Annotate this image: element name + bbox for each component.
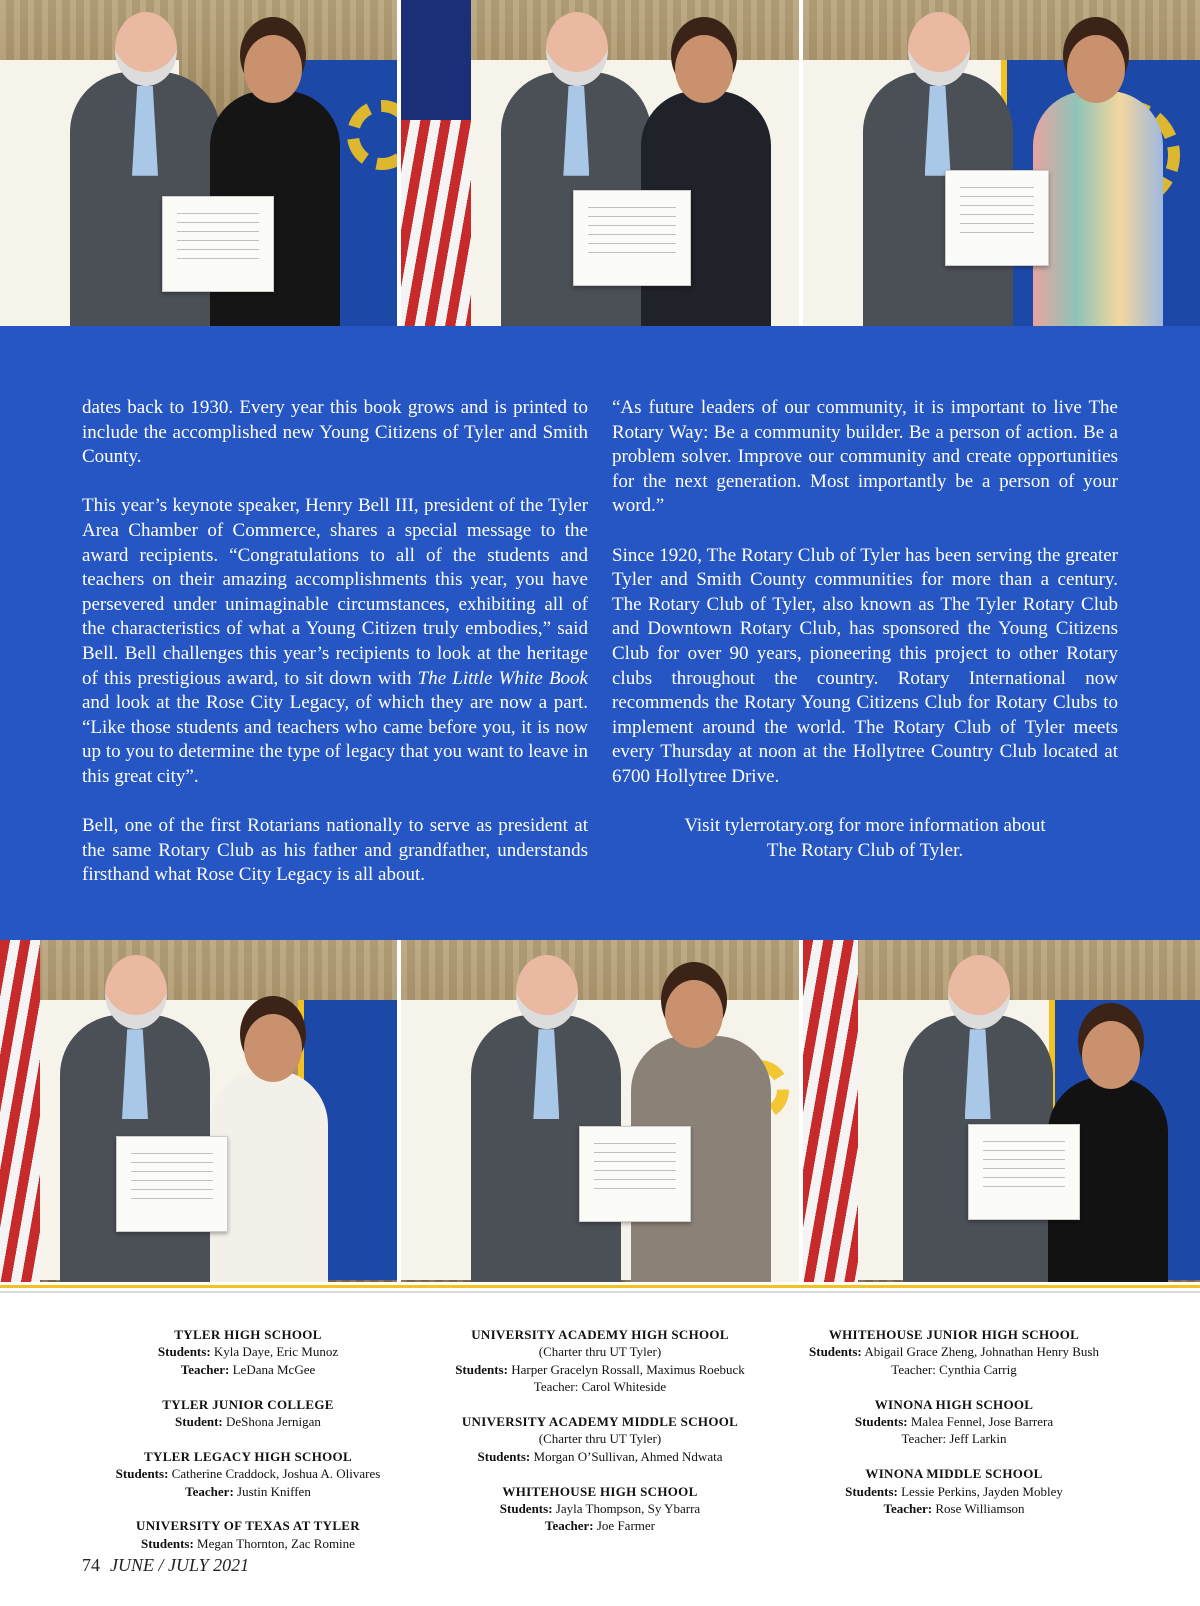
teacher-line: Teacher: Cynthia Carrig bbox=[891, 1361, 1017, 1377]
us-flag-canton-icon bbox=[401, 0, 471, 120]
school-entry bbox=[784, 1465, 1124, 1517]
role-label: Students: bbox=[455, 1361, 508, 1377]
rotary-wheel-icon bbox=[347, 100, 397, 170]
student-line bbox=[784, 1413, 1124, 1430]
student-line bbox=[430, 1361, 770, 1378]
article-left-column bbox=[82, 396, 588, 912]
article-right-column bbox=[612, 396, 1118, 888]
certificate-icon bbox=[573, 190, 691, 286]
book-title: The Little White Book bbox=[417, 667, 588, 689]
role-label: Students: bbox=[854, 1414, 908, 1430]
teacher-line bbox=[78, 1483, 418, 1500]
school-entry bbox=[78, 1396, 418, 1431]
page-footer bbox=[82, 1555, 249, 1576]
school-column-2 bbox=[430, 1326, 770, 1552]
role-label: Students: bbox=[477, 1448, 531, 1464]
certificate-icon bbox=[968, 1124, 1080, 1220]
school-entry bbox=[430, 1326, 770, 1396]
school-name: WINONA MIDDLE SCHOOL bbox=[865, 1466, 1043, 1482]
student-names: Lessie Perkins, Jayden Mobley bbox=[901, 1483, 1063, 1499]
school-column-3 bbox=[784, 1326, 1124, 1535]
school-name: TYLER JUNIOR COLLEGE bbox=[162, 1396, 334, 1412]
article-paragraph bbox=[82, 494, 588, 789]
student-names: Jayla Thompson, Sy Ybarra bbox=[555, 1501, 701, 1517]
role-label: Teacher: bbox=[180, 1361, 230, 1377]
role-label: Student: bbox=[175, 1414, 223, 1430]
bottom-photo-row bbox=[0, 940, 1200, 1282]
school-name: WHITEHOUSE HIGH SCHOOL bbox=[502, 1483, 698, 1499]
student-line bbox=[78, 1465, 418, 1482]
student-line bbox=[430, 1500, 770, 1517]
recipient-figure bbox=[1033, 91, 1163, 326]
school-name: WINONA HIGH SCHOOL bbox=[874, 1396, 1034, 1412]
school-entry bbox=[78, 1517, 418, 1552]
gold-divider bbox=[0, 1285, 1200, 1288]
school-name: TYLER HIGH SCHOOL bbox=[174, 1327, 322, 1342]
award-photo-2 bbox=[401, 0, 798, 326]
issue-date: JUNE / JULY 2021 bbox=[110, 1555, 250, 1575]
article-paragraph: Since 1920, The Rotary Club of Tyler has been serving the greater Tyler and Smith County communities for more than a century. The Rotary Club of Tyler, also known as The Tyler Rotary Club and Downtown Rotary Club, has sponsored the Young Citizens Club for over 90 years, pioneering this project to other Rotary clubs throughout the country. Rotary International now recommends the Rotary Young Citizens Club for Rotary Clubs to implement around the world. The Rotary Club of Tyler meets every Thursday at noon at the Hollytree Country Club located at 6700 Hollytree Drive. bbox=[612, 544, 1118, 787]
school-subtitle: (Charter thru UT Tyler) bbox=[538, 1344, 662, 1360]
student-names: Abigail Grace Zheng, Johnathan Henry Bush bbox=[864, 1344, 1099, 1360]
article-paragraph: “As future leaders of our community, it is important to live The Rotary Way: Be a community builder. Be a person of action. Be a problem solver. Improve our community and create opportunities for the next generation. Most importantly be a person of your word.” bbox=[612, 397, 1118, 517]
student-line bbox=[784, 1343, 1124, 1360]
role-label: Teacher: bbox=[545, 1518, 594, 1534]
school-column-1 bbox=[78, 1326, 418, 1570]
teacher-names: Rose Williamson bbox=[935, 1501, 1025, 1517]
role-label: Teacher: bbox=[883, 1501, 933, 1517]
article-panel bbox=[0, 326, 1200, 940]
paragraph-text: and look at the Rose City Legacy, of which they are now a part. “Like those students and teachers who came before you, it is now up to you to determine the type of legacy that you want to leave in this great city”. bbox=[82, 692, 588, 787]
student-line bbox=[78, 1535, 418, 1552]
paragraph-text: This year’s keynote speaker, Henry Bell III, president of the Tyler Area Chamber of Commerce, shares a special message to the award recipients. “Congratulations to all of the students and teachers on their amazing accomplishments this year, you have persevered under unimaginable circumstances, exhibiting all of the characteristics of what a Young Citizen truly embodies,” said Bell. Bell challenges this year’s recipients to look at the heritage of this prestigious award, to sit down with bbox=[82, 495, 588, 689]
award-photo-5 bbox=[401, 940, 798, 1282]
student-names: DeShona Jernigan bbox=[225, 1414, 321, 1430]
role-label: Students: bbox=[115, 1466, 169, 1482]
role-label: Students: bbox=[141, 1535, 194, 1551]
role-label: Students: bbox=[157, 1344, 211, 1360]
school-entry bbox=[78, 1448, 418, 1500]
school-name: UNIVERSITY OF TEXAS AT TYLER bbox=[136, 1518, 360, 1534]
student-names: Morgan O’Sullivan, Ahmed Ndwata bbox=[533, 1448, 723, 1464]
visit-line: The Rotary Club of Tyler. bbox=[766, 839, 964, 861]
article-paragraph: Bell, one of the first Rotarians nationally to serve as president at the same Rotary Club as his father and grandfather, understands firsthand what Rose City Legacy is all about. bbox=[82, 815, 588, 886]
teacher-line: Teacher: Jeff Larkin bbox=[901, 1431, 1007, 1447]
role-label: Students: bbox=[845, 1483, 898, 1499]
teacher-names: LeDana McGee bbox=[232, 1361, 316, 1377]
teacher-line: Teacher: Carol Whiteside bbox=[533, 1379, 667, 1395]
gray-divider bbox=[0, 1291, 1200, 1293]
school-entry bbox=[430, 1413, 770, 1465]
visit-line: Visit tylerrotary.org for more information about bbox=[684, 815, 1046, 837]
student-line bbox=[430, 1448, 770, 1465]
certificate-icon bbox=[162, 196, 274, 292]
award-photo-4 bbox=[0, 940, 397, 1282]
student-line bbox=[78, 1343, 418, 1360]
school-name: WHITEHOUSE JUNIOR HIGH SCHOOL bbox=[828, 1327, 1080, 1342]
school-name: TYLER LEGACY HIGH SCHOOL bbox=[144, 1448, 352, 1464]
certificate-icon bbox=[116, 1136, 228, 1232]
top-photo-row bbox=[0, 0, 1200, 326]
visit-website-note bbox=[612, 814, 1118, 863]
student-names: Malea Fennel, Jose Barrera bbox=[910, 1414, 1054, 1430]
article-paragraph: dates back to 1930. Every year this book grows and is printed to include the accomplished new Young Citizens of Tyler and Smith County. bbox=[82, 397, 588, 468]
page-number: 74 bbox=[82, 1555, 100, 1575]
us-flag-icon bbox=[0, 940, 40, 1282]
teacher-line bbox=[78, 1361, 418, 1378]
school-entry bbox=[784, 1396, 1124, 1448]
role-label: Students: bbox=[809, 1344, 862, 1360]
role-label: Teacher: bbox=[185, 1483, 234, 1499]
certificate-icon bbox=[579, 1126, 691, 1222]
school-name: UNIVERSITY ACADEMY MIDDLE SCHOOL bbox=[461, 1414, 739, 1430]
school-entry bbox=[430, 1483, 770, 1535]
school-subtitle: (Charter thru UT Tyler) bbox=[538, 1431, 662, 1447]
student-names: Kyla Daye, Eric Munoz bbox=[213, 1344, 339, 1360]
student-names: Megan Thornton, Zac Romine bbox=[197, 1535, 355, 1551]
school-entry bbox=[78, 1326, 418, 1378]
school-entry bbox=[784, 1326, 1124, 1378]
teacher-names: Justin Kniffen bbox=[237, 1483, 311, 1499]
school-name: UNIVERSITY ACADEMY HIGH SCHOOL bbox=[471, 1327, 729, 1342]
teacher-line bbox=[430, 1517, 770, 1534]
teacher-line bbox=[784, 1500, 1124, 1517]
certificate-icon bbox=[945, 170, 1049, 266]
award-photo-1 bbox=[0, 0, 397, 326]
teacher-names: Joe Farmer bbox=[596, 1518, 655, 1534]
student-names: Catherine Craddock, Joshua A. Olivares bbox=[171, 1466, 381, 1482]
award-photo-3 bbox=[803, 0, 1200, 326]
student-names: Harper Gracelyn Rossall, Maximus Roebuck bbox=[511, 1361, 745, 1377]
student-line bbox=[78, 1413, 418, 1430]
role-label: Students: bbox=[499, 1501, 553, 1517]
award-photo-6 bbox=[803, 940, 1200, 1282]
us-flag-icon bbox=[803, 940, 858, 1282]
student-line bbox=[784, 1483, 1124, 1500]
